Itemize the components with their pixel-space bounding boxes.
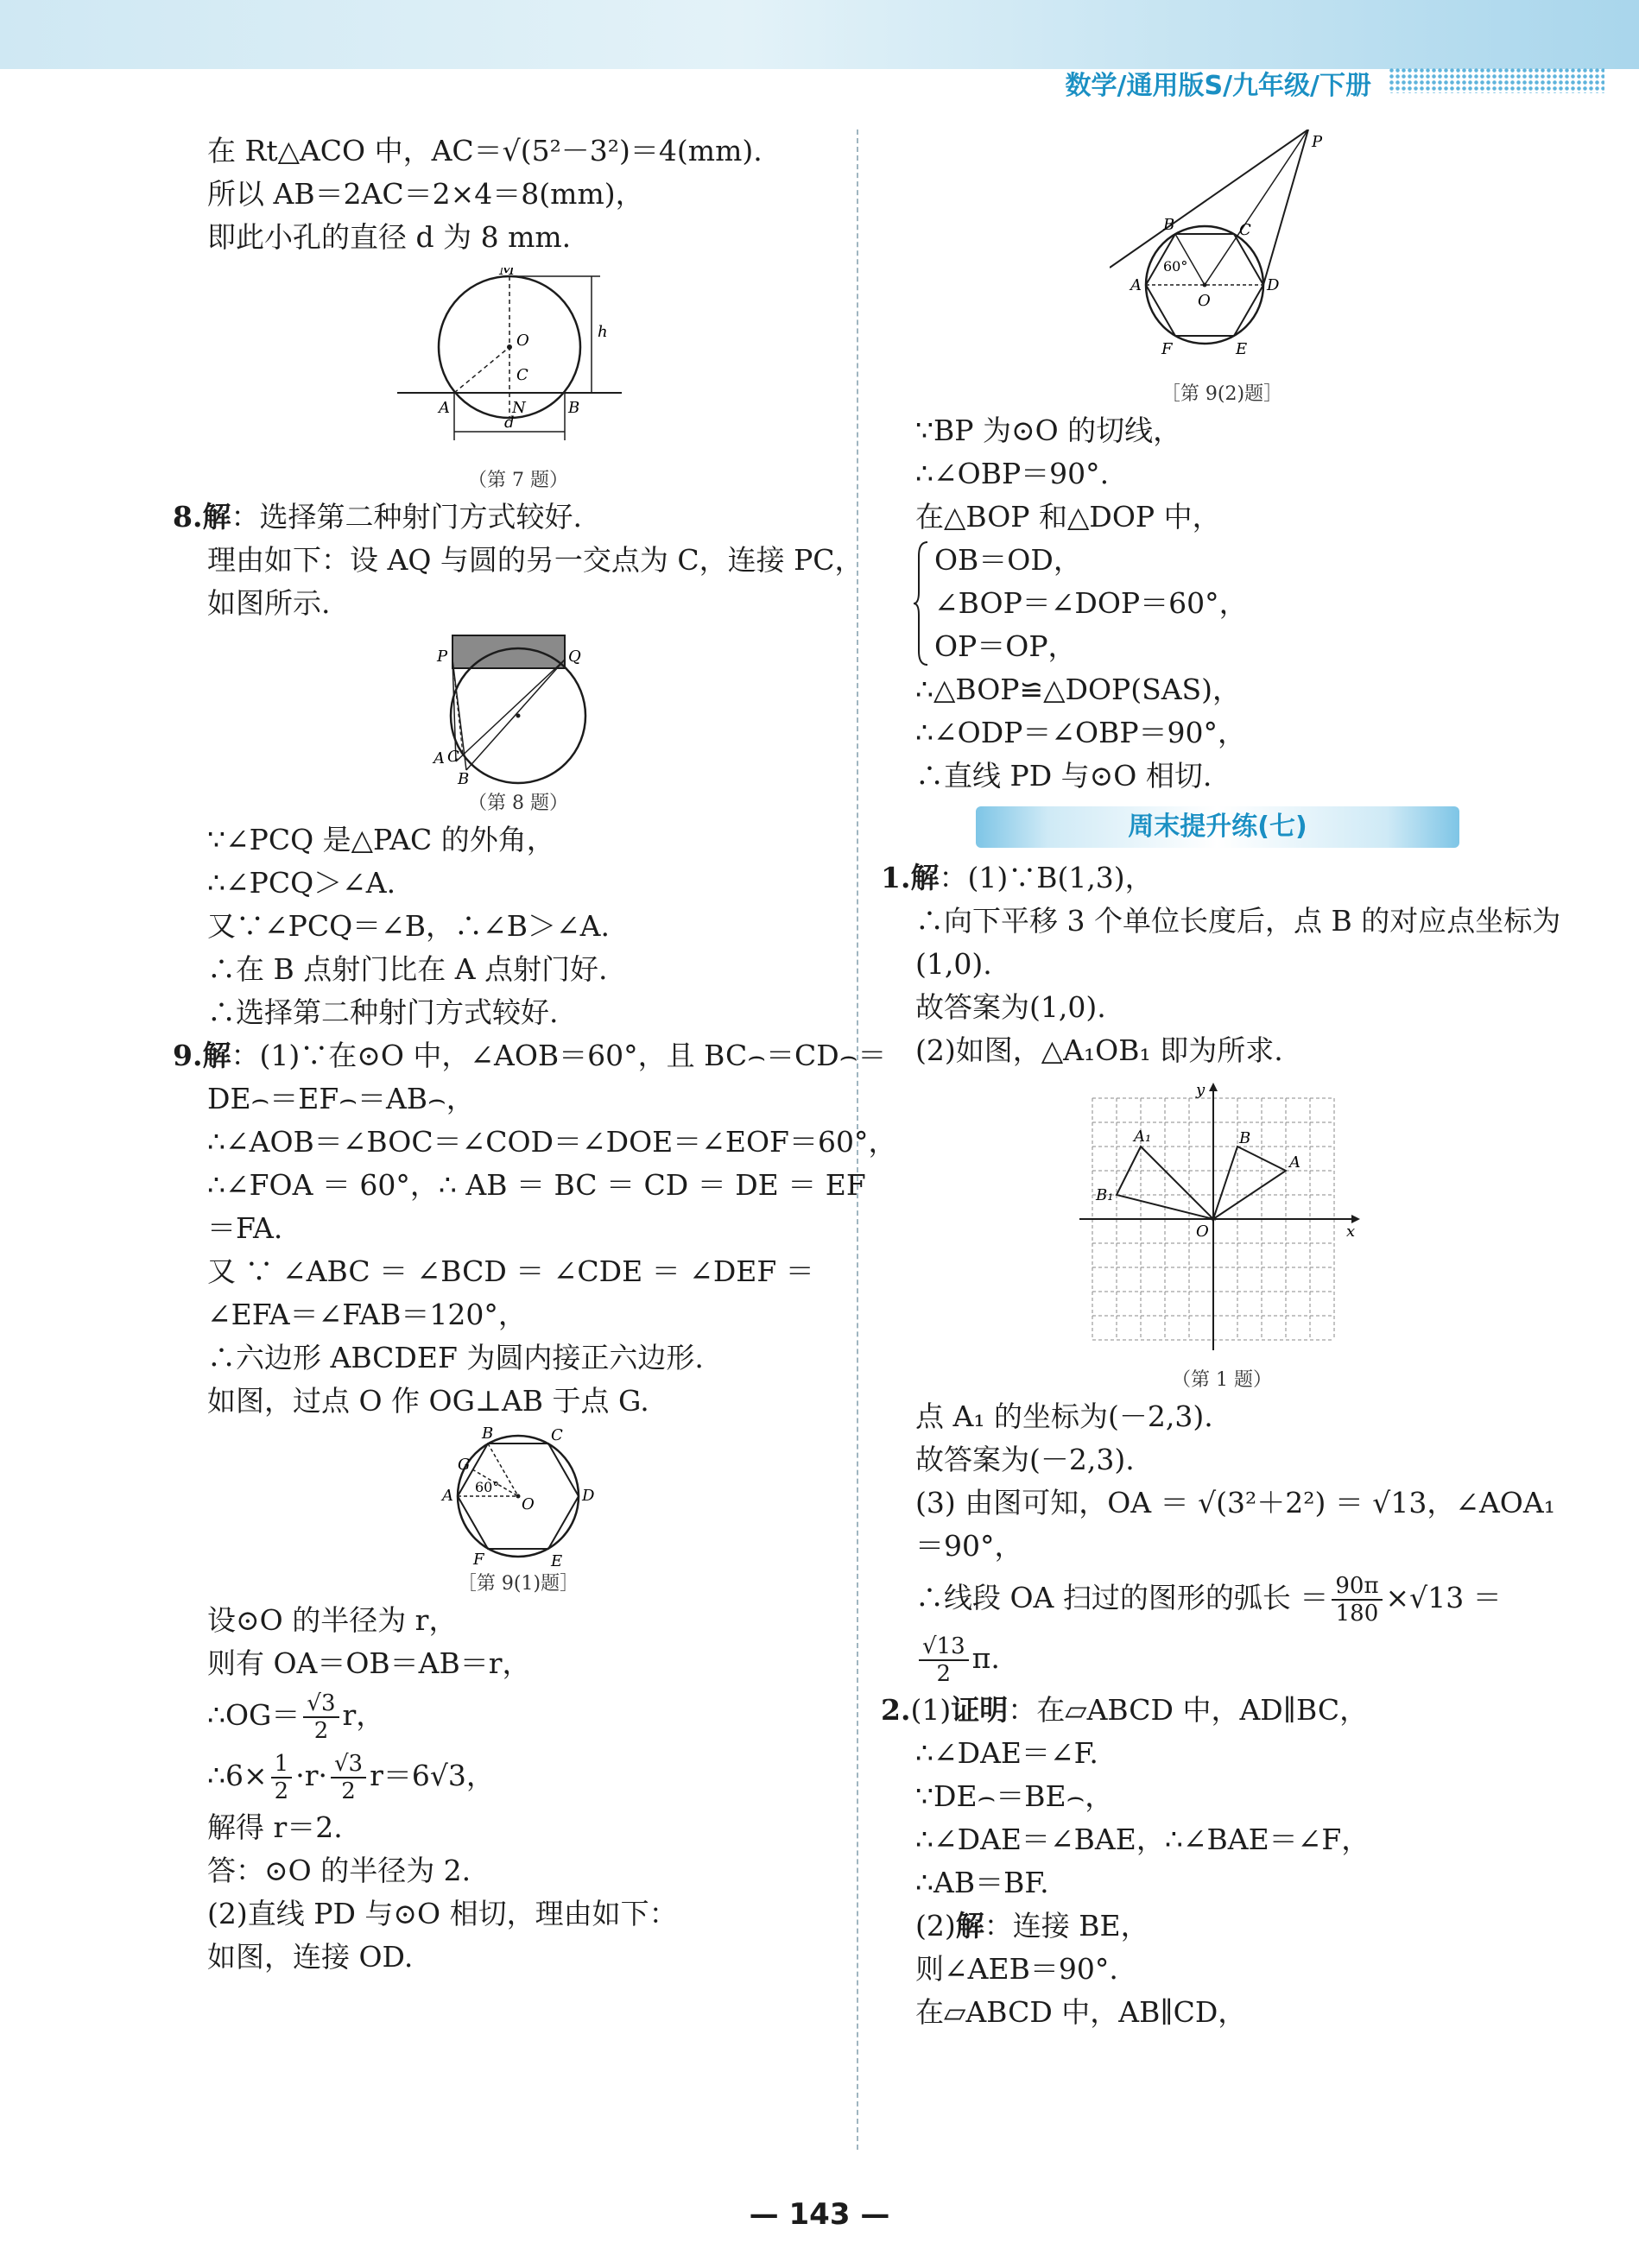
fraction <box>303 1690 339 1744</box>
label-P: P <box>437 648 448 666</box>
q1-line <box>881 856 1563 900</box>
text-line: ∵∠PCQ 是△PAC 的外角， <box>207 823 555 856</box>
text-line: 又 ∵ ∠ABC ＝ ∠BCD ＝ ∠CDE ＝ ∠DEF ＝ <box>207 1254 814 1288</box>
text-line: 设⊙O 的半径为 r， <box>207 1603 458 1637</box>
label-A: A <box>442 1487 453 1505</box>
figure-1-caption: （第 1 题） <box>1172 1369 1272 1391</box>
figure-7 <box>397 268 639 466</box>
text-line: ∵DE⌢＝BE⌢， <box>915 1779 1114 1813</box>
label-C: C <box>1239 221 1251 239</box>
header-band <box>0 0 1639 69</box>
text-line: 所以 AB＝2AC＝2×4＝8(mm)， <box>207 177 644 211</box>
label-B: B <box>482 1425 494 1443</box>
label-D: D <box>1267 276 1280 294</box>
text-line: ∴∠DAE＝∠F. <box>915 1736 1098 1770</box>
text-line: 点 A₁ 的坐标为(－2,3). <box>915 1399 1213 1433</box>
label-C: C <box>447 748 459 766</box>
text-line: (2)如图，△A₁OB₁ 即为所求. <box>915 1033 1283 1067</box>
og-prefix: ∴OG＝ <box>207 1698 301 1732</box>
figure-1-grid <box>1075 1081 1369 1366</box>
text-line: (2)直线 PD 与⊙O 相切，理由如下： <box>207 1897 678 1930</box>
numerator: √3 <box>303 1690 339 1718</box>
q9-text: ：(1)∵在⊙O 中，∠AOB＝60°，且 BC⌢＝CD⌢＝ <box>231 1039 887 1072</box>
label-P: P <box>1312 133 1323 151</box>
text-line: ∴∠DAE＝∠BAE，∴∠BAE＝∠F， <box>915 1823 1370 1856</box>
text-line: 在▱ABCD 中，AB∥CD， <box>915 1995 1247 2029</box>
text-line: ∴直线 PD 与⊙O 相切. <box>915 759 1212 793</box>
label-A: A <box>439 399 450 417</box>
text-line: (1,0). <box>915 947 992 981</box>
og-suffix: r， <box>342 1698 385 1732</box>
text-line: 则∠AEB＝90°. <box>915 1952 1118 1986</box>
figure-9-2-diagram <box>1110 130 1334 380</box>
math-line-area <box>173 1746 864 1806</box>
section-banner: 周末提升练(七) <box>976 806 1459 848</box>
math-line-arc <box>881 1568 1563 1628</box>
label-D: D <box>582 1487 595 1505</box>
system-line: OP＝OP， <box>934 629 1077 663</box>
y-arrow-icon <box>1209 1083 1218 1091</box>
label-A: A <box>433 749 445 768</box>
label-angle: 60° <box>475 1479 500 1495</box>
q2-line <box>881 1689 1563 1732</box>
label-A: A <box>1130 276 1142 294</box>
arc-mid: ×√13 ＝ <box>1385 1581 1502 1614</box>
figure-9-1-diagram <box>423 1423 613 1570</box>
center-dot <box>516 714 521 718</box>
q2-part: (1) <box>910 1693 952 1727</box>
text-line: ∴选择第二种射门方式较好. <box>207 995 559 1029</box>
center-dot <box>516 1494 521 1499</box>
brace-icon <box>914 539 931 668</box>
area-prefix: ∴6× <box>207 1759 268 1792</box>
label-F: F <box>473 1551 484 1569</box>
system-lines <box>915 539 1563 668</box>
text-line: ∴∠OBP＝90°. <box>915 457 1110 490</box>
label-C: C <box>551 1426 563 1444</box>
book-title: 数学/通用版S/九年级/下册 <box>1065 71 1371 101</box>
label-B: B <box>568 399 580 417</box>
denominator: 2 <box>936 1661 952 1687</box>
result-suffix: π. <box>971 1641 1000 1675</box>
line-QB <box>466 660 565 770</box>
header-dot-pattern <box>1389 67 1604 93</box>
q2-lead: 证明 <box>951 1693 1009 1727</box>
label-G: G <box>458 1456 471 1474</box>
q9-number: 9. <box>173 1039 203 1072</box>
text-line: ∴∠FOA ＝ 60°，∴ AB ＝ BC ＝ CD ＝ DE ＝ EF <box>207 1168 866 1202</box>
q2-part2-line <box>881 1905 1563 1948</box>
text-line: 故答案为(－2,3). <box>915 1443 1135 1476</box>
goal-rect <box>452 635 565 668</box>
label-B: B <box>1239 1129 1251 1147</box>
text-line: 如图，过点 O 作 OG⊥AB 于点 G. <box>207 1384 649 1418</box>
arc-prefix: ∴线段 OA 扫过的图形的弧长 ＝ <box>915 1581 1329 1614</box>
figure-1 <box>1075 1081 1369 1366</box>
label-O: O <box>1198 292 1211 310</box>
line-QA <box>456 660 565 761</box>
area-mid: ·r· <box>295 1759 327 1792</box>
q2-part2-text: ：连接 BE， <box>984 1909 1149 1943</box>
text-line: 如图，连接 OD. <box>207 1940 414 1974</box>
text-line: 答：⊙O 的半径为 2. <box>207 1854 471 1887</box>
label-O: O <box>522 1495 535 1513</box>
fraction <box>331 1751 366 1804</box>
numerator: 1 <box>271 1751 293 1778</box>
text-line: ∵BP 为⊙O 的切线， <box>915 414 1182 447</box>
text-line: ＝FA. <box>207 1211 283 1245</box>
label-A: A <box>1289 1153 1300 1172</box>
label-C: C <box>516 366 528 384</box>
triangle-AOB <box>1213 1147 1286 1219</box>
left-column <box>173 130 897 1979</box>
system-line: OB＝OD， <box>934 543 1082 577</box>
math-line-og <box>173 1685 864 1746</box>
math-line-result <box>881 1628 1563 1689</box>
label-B1: B₁ <box>1096 1186 1114 1204</box>
area-suffix: r＝6√3， <box>370 1759 495 1792</box>
text-line: ∴向下平移 3 个单位长度后，点 B 的对应点坐标为 <box>915 904 1561 938</box>
q1-lead: 解 <box>910 861 940 894</box>
text-line: ∴六边形 ABCDEF 为圆内接正六边形. <box>207 1341 704 1374</box>
figure-9-1-caption: ［第 9(1)题］ <box>457 1573 579 1595</box>
text-line: 在△BOP 和△DOP 中， <box>915 500 1221 534</box>
text-line: 如图所示. <box>207 586 331 620</box>
text-line: 则有 OA＝OB＝AB＝r， <box>207 1646 531 1680</box>
text-line: 解得 r＝2. <box>207 1810 343 1844</box>
text-line: 又∵∠PCQ＝∠B，∴∠B＞∠A. <box>207 909 610 943</box>
text-line: ∴△BOP≌△DOP(SAS)， <box>915 673 1242 706</box>
q8-lead: 解 <box>202 500 231 534</box>
q1-text: ：(1)∵B(1,3)， <box>939 861 1154 894</box>
label-O: O <box>516 332 529 350</box>
label-M: M <box>499 268 516 279</box>
label-y: y <box>1196 1081 1206 1099</box>
figure-7-diagram <box>397 268 639 466</box>
text-line: ∴在 B 点射门比在 A 点射门好. <box>207 952 608 986</box>
text-line: 理由如下：设 AQ 与圆的另一交点为 C，连接 PC， <box>207 543 864 577</box>
text-line: ∴∠PCQ＞∠A. <box>207 866 396 900</box>
text-line: (3) 由图可知，OA ＝ √(3²＋2²) ＝ √13，∠AOA₁ <box>915 1486 1555 1519</box>
label-angle: 60° <box>1163 258 1188 275</box>
label-B: B <box>458 770 470 788</box>
q2-text: ：在▱ABCD 中，AD∥BC， <box>1008 1693 1369 1727</box>
equation-system <box>881 539 1563 668</box>
figure-9-2-caption: ［第 9(2)题］ <box>1161 383 1283 405</box>
label-Q: Q <box>568 648 581 666</box>
text-line: ∠EFA＝∠FAB＝120°， <box>207 1298 527 1331</box>
text-line: ∴∠AOB＝∠BOC＝∠COD＝∠DOE＝∠EOF＝60°， <box>207 1125 897 1159</box>
q1-number: 1. <box>881 861 911 894</box>
figure-8-caption: （第 8 题） <box>468 793 568 814</box>
text-line: 故答案为(1,0). <box>915 990 1106 1024</box>
line-OP <box>1205 130 1308 285</box>
label-N: N <box>512 399 526 417</box>
right-column <box>881 130 1563 2034</box>
center-dot <box>1203 283 1207 287</box>
tangent-DP <box>1263 130 1308 285</box>
denominator: 2 <box>313 1718 329 1744</box>
label-h: h <box>598 323 608 341</box>
system-line: ∠BOP＝∠DOP＝60°， <box>934 586 1248 620</box>
text-line: 即此小孔的直径 d 为 8 mm. <box>207 220 572 254</box>
q2-part2: (2) <box>915 1909 956 1943</box>
text-line: DE⌢＝EF⌢＝AB⌢， <box>207 1082 475 1115</box>
label-E: E <box>1236 340 1248 358</box>
label-F: F <box>1161 340 1173 358</box>
label-B: B <box>1163 216 1175 234</box>
numerator: √13 <box>919 1633 969 1661</box>
radius-line <box>454 347 509 393</box>
q8-number: 8. <box>173 500 203 534</box>
figure-8 <box>432 634 604 789</box>
figure-8-diagram <box>432 634 604 789</box>
text-line: ∴∠ODP＝∠OBP＝90°， <box>915 716 1247 749</box>
denominator: 2 <box>341 1778 356 1804</box>
numerator: 90π <box>1332 1573 1382 1601</box>
text-line: ＝90°， <box>915 1529 1023 1563</box>
denominator: 180 <box>1335 1601 1379 1627</box>
numerator: √3 <box>331 1751 366 1778</box>
denominator: 2 <box>274 1778 289 1804</box>
fraction <box>271 1751 293 1804</box>
q9-lead: 解 <box>202 1039 231 1072</box>
label-A1: A₁ <box>1134 1128 1152 1146</box>
center-dot <box>507 344 512 350</box>
label-d: d <box>504 414 515 432</box>
q8-text: ：选择第二种射门方式较好. <box>231 500 582 534</box>
q9-line <box>173 1034 887 1077</box>
figure-7-caption: （第 7 题） <box>468 470 568 491</box>
page-number-value: 143 <box>788 2197 851 2232</box>
q2-part2-lead: 解 <box>955 1909 984 1943</box>
label-O: O <box>1196 1222 1209 1241</box>
text-line: ∴AB＝BF. <box>915 1866 1049 1899</box>
fraction <box>919 1633 969 1687</box>
q8-line <box>173 496 864 539</box>
fraction <box>1332 1573 1382 1627</box>
page-number: — 143 — <box>749 2197 890 2232</box>
label-x: x <box>1346 1222 1356 1241</box>
tangent-BP <box>1110 130 1308 268</box>
figure-9-1 <box>423 1423 613 1570</box>
q2-number: 2. <box>881 1693 911 1727</box>
figure-9-2 <box>1110 130 1334 380</box>
label-E: E <box>551 1552 563 1570</box>
text-line: 在 Rt△ACO 中，AC＝√(5²－3²)＝4(mm). <box>207 134 763 167</box>
